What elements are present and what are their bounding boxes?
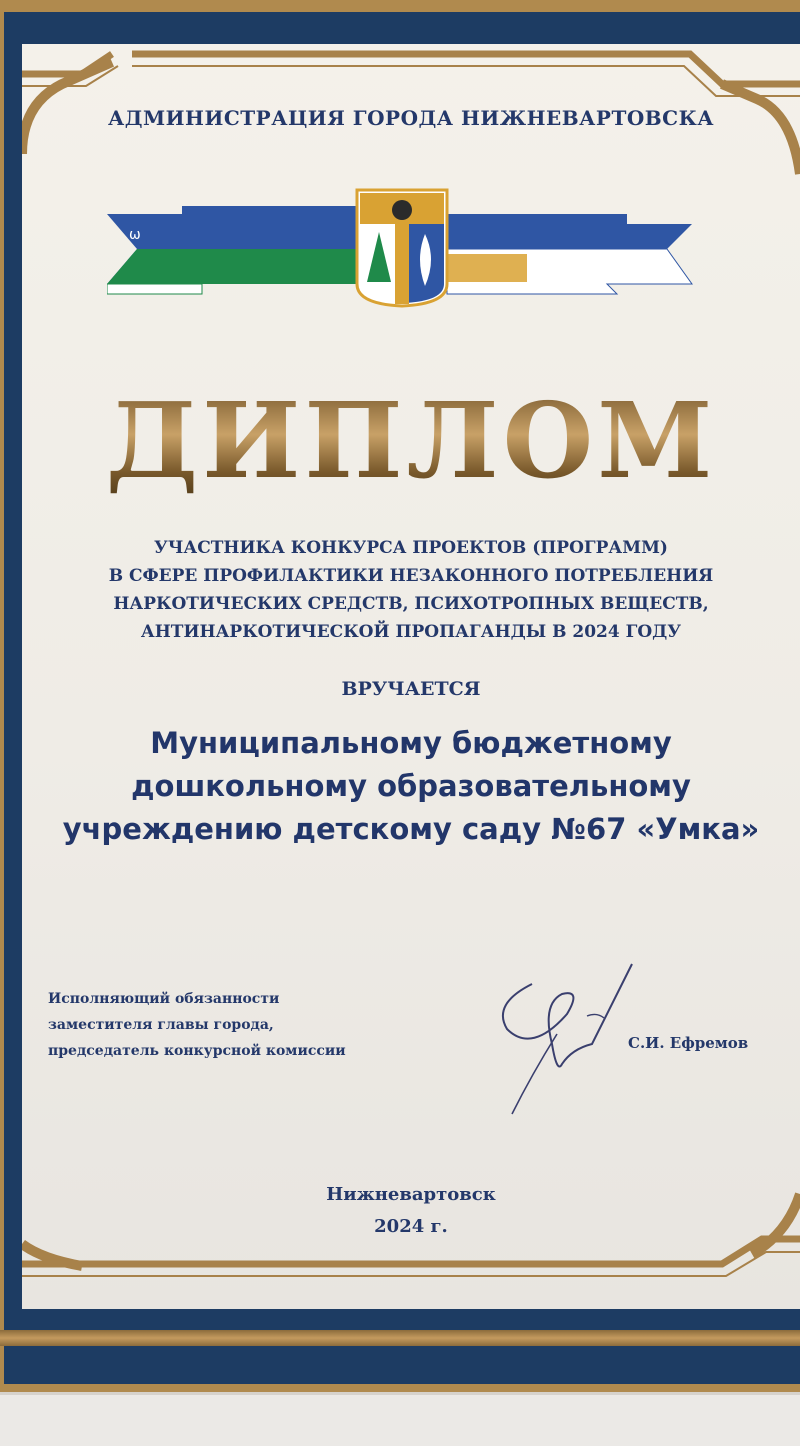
subtitle-line: УЧАСТНИКА КОНКУРСА ПРОЕКТОВ (ПРОГРАММ) xyxy=(154,538,668,558)
frame-bottom-edge xyxy=(0,1330,800,1346)
footer-city: Нижневартовск xyxy=(326,1184,496,1205)
signer-position-line: председатель конкурсной комиссии xyxy=(48,1043,346,1059)
awarded-label: ВРУЧАЕТСЯ xyxy=(341,678,481,700)
recipient-line: дошкольному образовательному xyxy=(131,769,691,803)
subtitle-line: НАРКОТИЧЕСКИХ СРЕДСТВ, ПСИХОТРОПНЫХ ВЕЩЕСТВ, xyxy=(113,594,709,614)
administration-heading: АДМИНИСТРАЦИЯ ГОРОДА НИЖНЕВАРТОВСКА xyxy=(107,106,715,130)
svg-text:ѡ: ѡ xyxy=(129,227,141,243)
signer-name: С.И. Ефремов xyxy=(628,1034,749,1052)
diploma-sheet xyxy=(22,44,800,1309)
footer-year: 2024 г. xyxy=(374,1216,448,1237)
subtitle-line: В СФЕРЕ ПРОФИЛАКТИКИ НЕЗАКОННОГО ПОТРЕБЛЕНИЯ xyxy=(108,566,714,586)
oil-drop-icon xyxy=(392,200,412,220)
subtitle-line: АНТИНАРКОТИЧЕСКОЙ ПРОПАГАНДЫ В 2024 ГОДУ xyxy=(140,622,682,642)
recipient-line: Муниципальному бюджетному xyxy=(150,726,672,760)
signer-position-line: Исполняющий обязанности xyxy=(48,991,280,1007)
handwritten-signature xyxy=(472,944,652,1124)
diploma-title: ДИПЛОМ xyxy=(22,379,800,502)
signer-position-line: заместителя главы города, xyxy=(48,1017,274,1033)
city-emblem xyxy=(107,184,697,314)
signer-position xyxy=(48,986,408,1064)
recipient-name xyxy=(22,722,800,851)
recipient-line: учреждению детскому саду №67 «Умка» xyxy=(62,812,760,846)
flag-ribbon-right xyxy=(447,214,692,249)
subtitle xyxy=(22,534,800,646)
background-wall xyxy=(0,1392,800,1446)
